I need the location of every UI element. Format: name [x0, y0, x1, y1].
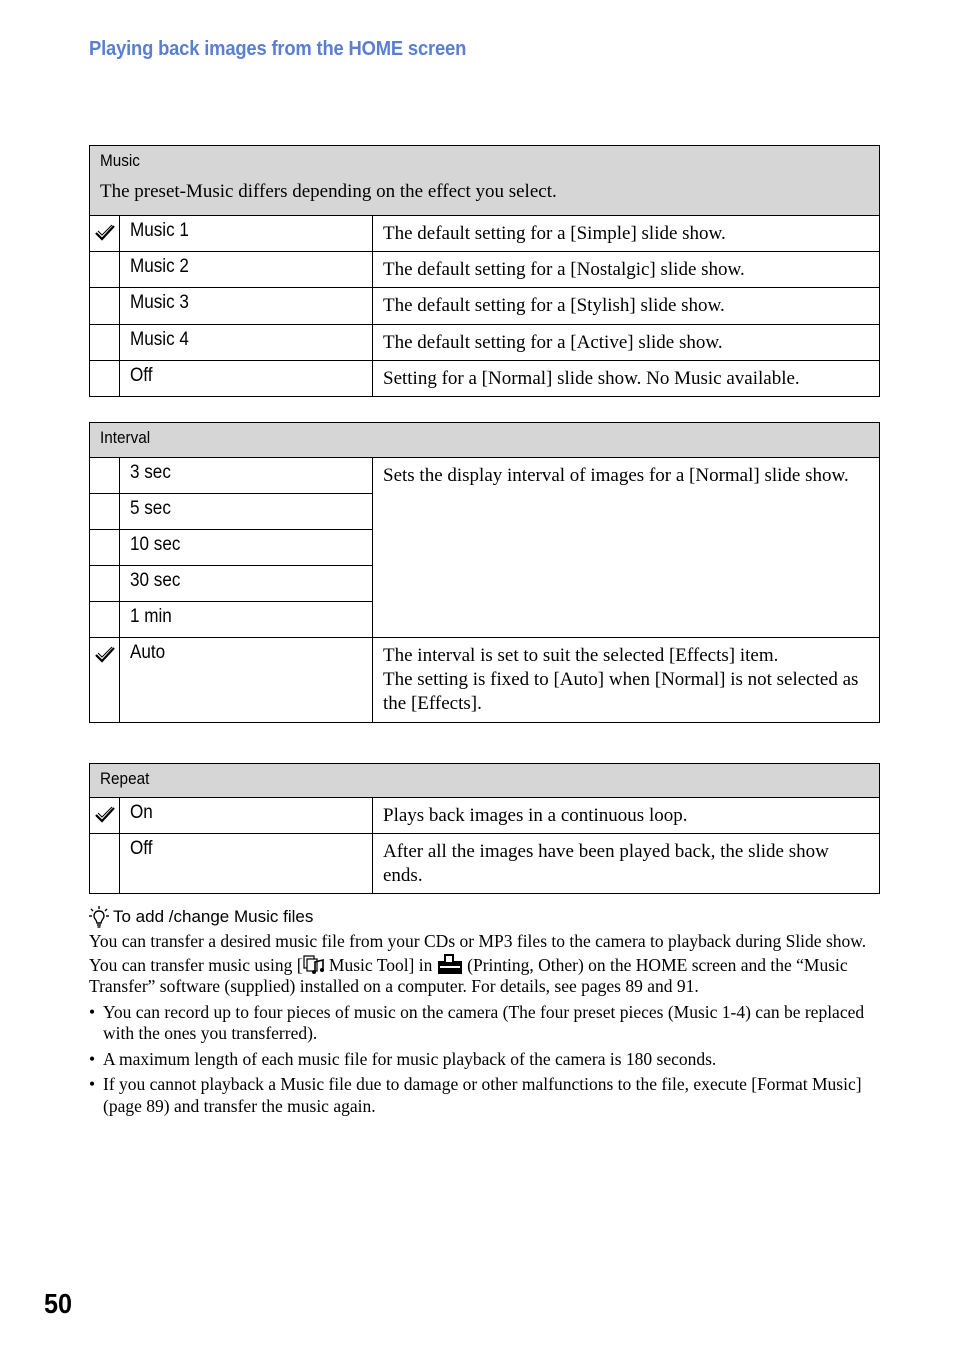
list-item: • A maximum length of each music file for music playback of the camera is 180 seconds. [89, 1048, 717, 1069]
option-label: Music 1 [120, 216, 373, 252]
music-table [89, 145, 880, 397]
option-desc: The interval is set to suit the selected [Effects] item. The setting is fixed to [Auto] when [Normal] is not selected as the [Effects]. [373, 638, 880, 723]
interval-table [89, 422, 880, 723]
option-label: 1 min [120, 602, 373, 638]
option-label: 3 sec [120, 458, 373, 494]
option-label: 10 sec [120, 530, 373, 566]
interval-title: Interval [100, 428, 151, 447]
list-item: • If you cannot playback a Music file due to damage or other malfunctions to the file, execute [Format Music] (page 89) and transfer the music again. [89, 1074, 862, 1116]
option-desc: The default setting for a [Active] slide show. [373, 325, 880, 361]
default-marker [90, 798, 120, 834]
table-row [90, 288, 880, 325]
option-desc: Sets the display interval of images for a [Normal] slide show. [373, 458, 880, 638]
option-label: Auto [120, 638, 373, 723]
table-row [90, 216, 880, 252]
music-tool-icon [303, 955, 325, 975]
table-row [90, 798, 880, 834]
tip-heading: To add /change Music files [89, 906, 879, 928]
repeat-header [90, 764, 880, 798]
checkmark-icon [94, 224, 116, 242]
lightbulb-icon [89, 906, 109, 928]
option-label: 30 sec [120, 566, 373, 602]
music-title: Music [100, 151, 140, 170]
table-row [90, 638, 880, 723]
option-desc: The default setting for a [Simple] slide show. [373, 216, 880, 252]
printing-other-icon [437, 953, 463, 975]
checkmark-icon [94, 646, 116, 664]
option-label: Music 3 [120, 288, 373, 325]
option-label: Music 4 [120, 325, 373, 361]
repeat-table [89, 763, 880, 894]
table-row [90, 834, 880, 894]
table-row [90, 252, 880, 288]
table-row [90, 361, 880, 397]
page-section-title: Playing back images from the HOME screen [89, 38, 467, 60]
music-header [90, 146, 880, 216]
table-row [90, 325, 880, 361]
table-row [90, 458, 880, 494]
option-desc: Plays back images in a continuous loop. [373, 798, 880, 834]
default-marker [90, 216, 120, 252]
list-item: • You can record up to four pieces of music on the camera (The four preset pieces (Music 1-4) can be replaced with the ones you transferred). [89, 1001, 865, 1043]
page-number: 50 [44, 1288, 73, 1319]
tip-paragraph: You can transfer a desired music file from your CDs or MP3 files to the camera to playback during Slide show. You can transfer music using [ Music Tool] in (Printing, Other) on the HOME screen and the “Music Transfer” software (supplied) installed on a computer. For details, see pages 89 and 91. [89, 931, 867, 996]
interval-header [90, 423, 880, 458]
tip-section [89, 906, 879, 1117]
checkmark-icon [94, 806, 116, 824]
default-marker [90, 638, 120, 723]
option-label: Off [120, 834, 373, 894]
repeat-title: Repeat [100, 769, 150, 788]
option-desc: Setting for a [Normal] slide show. No Music available. [373, 361, 880, 397]
option-label: Off [120, 361, 373, 397]
option-label: On [120, 798, 373, 834]
option-label: Music 2 [120, 252, 373, 288]
option-desc: The default setting for a [Nostalgic] slide show. [373, 252, 880, 288]
music-description: The preset-Music differs depending on the effect you select. [100, 181, 557, 202]
option-desc: After all the images have been played back, the slide show ends. [373, 834, 880, 894]
option-label: 5 sec [120, 494, 373, 530]
option-desc: The default setting for a [Stylish] slide show. [373, 288, 880, 325]
